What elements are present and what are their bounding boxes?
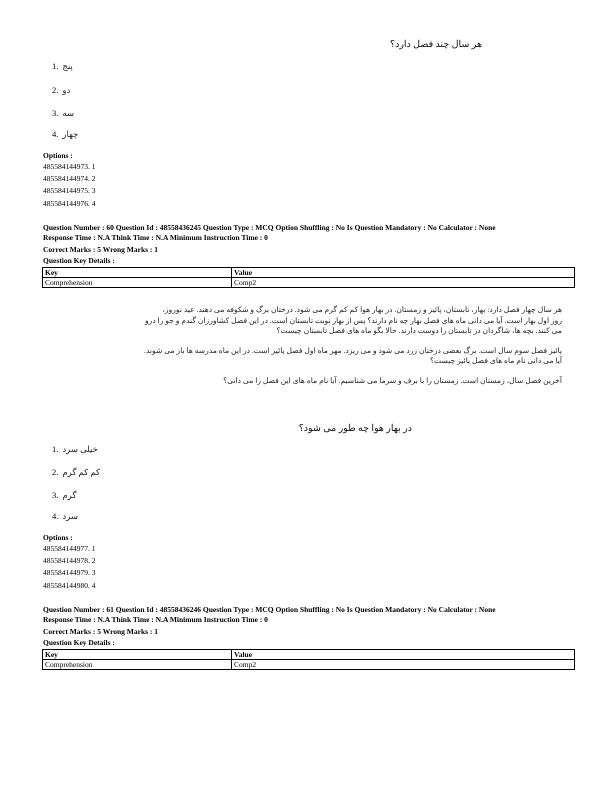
key-header: Key (43, 650, 232, 660)
option-text: کم کم گرم (62, 467, 101, 477)
passage-line: آیا می دانی نام ماه های فصل پائیز چیست؟ (429, 356, 562, 366)
key-header: Key (43, 268, 232, 278)
q60-header-line2: Response Time : N.A Think Time : N.A Minimum Instruction Time : 0 (43, 232, 268, 242)
q61-marks: Correct Marks : 5 Wrong Marks : 1 (43, 627, 159, 636)
option-id: 485584144978. 2 (43, 556, 96, 566)
key-cell: Comprehension (43, 660, 232, 670)
option-text: چهار (62, 129, 79, 139)
option-text: خیلی سرد (62, 444, 98, 454)
q60-option-3 (52, 490, 76, 501)
value-header: Value (232, 268, 575, 278)
q59-option-3 (52, 108, 74, 119)
q60-key-table (42, 267, 575, 288)
option-number: 3. (52, 490, 59, 500)
passage-line: هر سال چهار فصل دارد: بهار، تابستان، پائیز و زمستان. در بهار هوا کم کم گرم می شود. درختان برگ و شکوفه می دهند. عید نوروز، (162, 305, 562, 314)
q60-options-label: Options : (43, 533, 73, 542)
passage-line: روز اول بهار است. آیا می دانی ماه های فصل بهار چه نام دارند؟ پس از بهار نوبت تابستان است. در این فصل کشاورزان گندم و جو را درو (145, 315, 562, 325)
passage-line: پائیز فصل سوم سال است. برگ بعضی درختان زرد می شود و می ریزد. مهر ماه اول فصل پائیز است. در این ماه مدرسه ها باز می شوند. (144, 345, 562, 355)
q59-question-text: هر سال چند فصل دارد؟ (390, 40, 482, 50)
option-id: 485584144976. 4 (43, 198, 96, 208)
q59-option-1 (52, 61, 73, 72)
option-number: 3. (52, 108, 59, 118)
q60-option-2 (52, 467, 100, 478)
key-cell: Comprehension (43, 278, 232, 288)
q61-header-line2: Response Time : N.A Think Time : N.A Minimum Instruction Time : 0 (43, 614, 268, 624)
q60-option-4 (52, 511, 78, 522)
value-cell: Comp2 (232, 278, 575, 288)
value-cell: Comp2 (232, 660, 575, 670)
option-number: 4. (52, 129, 59, 139)
q60-option-ids (43, 543, 96, 592)
q59-option-2 (52, 85, 70, 96)
q60-option-1 (52, 444, 98, 455)
option-id: 485584144977. 1 (43, 544, 96, 553)
option-text: سرد (62, 511, 78, 521)
option-number: 4. (52, 511, 59, 521)
q61-header (43, 605, 583, 624)
option-id: 485584144979. 3 (43, 568, 96, 578)
q59-option-ids (43, 161, 96, 210)
q59-option-4 (52, 129, 78, 140)
q59-options-label: Options : (43, 151, 73, 160)
q60-header-line1: Question Number : 60 Question Id : 48558436245 Question Type : MCQ Option Shuffling : No Is Question Mandatory : No Calculator : None (43, 223, 496, 232)
q60-marks: Correct Marks : 5 Wrong Marks : 1 (43, 245, 159, 254)
option-number: 2. (52, 467, 59, 477)
option-text: دو (62, 85, 71, 95)
q60-passage (62, 305, 562, 387)
option-text: سه (62, 108, 75, 118)
option-text: پنج (62, 61, 73, 71)
option-id: 485584144975. 3 (43, 186, 96, 196)
option-id: 485584144973. 1 (43, 162, 96, 171)
option-text: گرم (62, 490, 77, 500)
q60-header (43, 223, 583, 242)
option-number: 1. (52, 444, 59, 454)
q60-key-details-label: Question Key Details : (43, 256, 115, 265)
q60-question-text: در بهار هوا چه طور می شود؟ (298, 424, 412, 434)
passage-line: آخرین فصل سال، زمستان است. زمستان را با برف و سرما می شناسیم. آیا نام ماه های این فصل را می دانی؟ (223, 375, 562, 385)
option-id: 485584144980. 4 (43, 580, 96, 590)
q61-key-table (42, 649, 575, 670)
q61-header-line1: Question Number : 61 Question Id : 48558436246 Question Type : MCQ Option Shuffling : No Is Question Mandatory : No Calculator : None (43, 605, 496, 614)
option-number: 1. (52, 61, 59, 71)
passage-line: می کنند. بچه ها، شاگردان در تابستان را دوست دارند. حالا بگو ماه های فصل تابستان چیست؟ (276, 326, 562, 336)
value-header: Value (232, 650, 575, 660)
option-number: 2. (52, 85, 59, 95)
q61-key-details-label: Question Key Details : (43, 638, 115, 647)
option-id: 485584144974. 2 (43, 174, 96, 184)
